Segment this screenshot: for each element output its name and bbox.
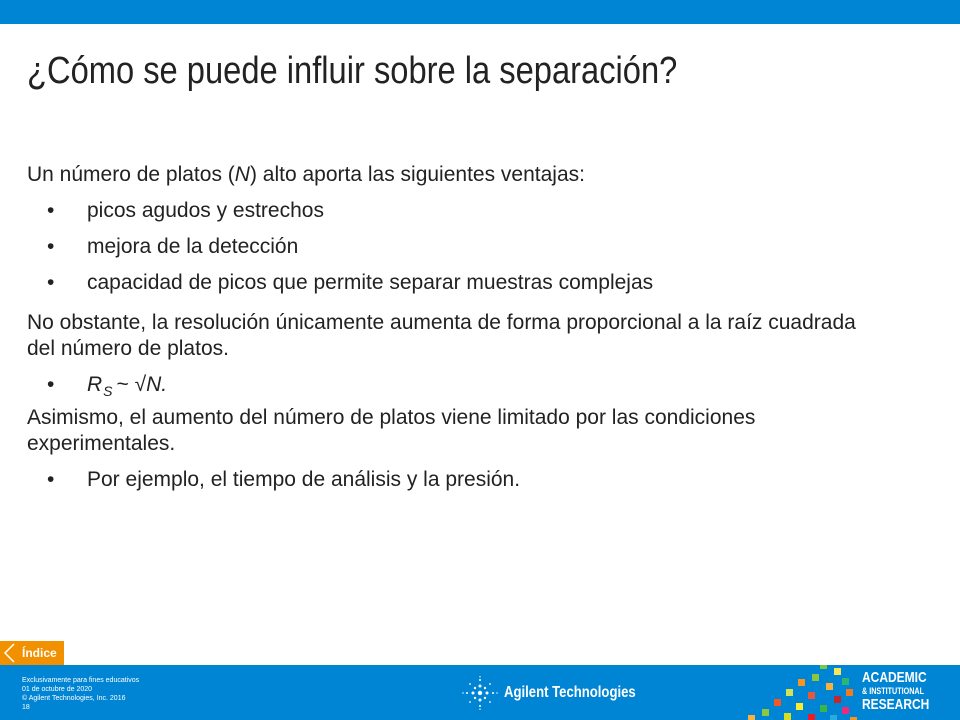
slide-body bbox=[27, 162, 867, 493]
formula-n: N. bbox=[146, 373, 168, 396]
deco-square bbox=[826, 683, 833, 690]
list-item bbox=[27, 467, 867, 493]
resolution-paragraph: No obstante, la resolución únicamente aumenta de forma proporcional a la raíz cuadrada del número de platos. bbox=[27, 311, 856, 360]
formula-subscript: S bbox=[103, 383, 113, 399]
top-bar bbox=[0, 0, 960, 24]
deco-square bbox=[748, 715, 755, 720]
agilent-spark-logo-icon bbox=[462, 676, 498, 710]
formula-relation: ~ √ bbox=[116, 373, 147, 396]
air-squares-decoration bbox=[738, 665, 858, 720]
index-button[interactable] bbox=[0, 641, 64, 665]
intro-paragraph bbox=[27, 162, 867, 188]
chevron-left-icon bbox=[3, 643, 17, 663]
list-item bbox=[27, 198, 867, 224]
bullet-glyph: • bbox=[47, 235, 55, 258]
deco-square bbox=[774, 699, 781, 706]
footer-bar bbox=[0, 665, 960, 720]
legal-line: Exclusivamente para fines educativos bbox=[22, 677, 140, 684]
formula-item bbox=[27, 372, 867, 399]
deco-square bbox=[834, 696, 841, 703]
limit-paragraph: Asimismo, el aumento del número de platos viene limitado por las condiciones experimentales. bbox=[27, 406, 756, 455]
bullet-glyph: • bbox=[47, 271, 55, 294]
intro-text-before: Un número de platos ( bbox=[27, 163, 235, 186]
deco-square bbox=[796, 703, 803, 710]
intro-text-after: ) alto aporta las siguientes ventajas: bbox=[249, 163, 585, 186]
deco-square bbox=[798, 679, 805, 686]
list-item bbox=[27, 234, 867, 260]
bullet-glyph: • bbox=[47, 199, 55, 222]
deco-square bbox=[846, 689, 853, 696]
bullet-text: mejora de la detección bbox=[87, 235, 299, 258]
bullet-glyph: • bbox=[47, 468, 55, 491]
deco-square bbox=[842, 707, 849, 714]
deco-square bbox=[786, 689, 793, 696]
index-button-label: Índice bbox=[22, 646, 57, 660]
academic-research-logo bbox=[862, 670, 929, 713]
brand-name: Agilent Technologies bbox=[504, 684, 636, 701]
bullet-text: Por ejemplo, el tiempo de análisis y la presión. bbox=[87, 468, 521, 491]
legal-line: © Agilent Technologies, Inc. 2016 bbox=[22, 695, 126, 702]
deco-square bbox=[830, 715, 837, 720]
deco-square bbox=[820, 665, 827, 669]
deco-square bbox=[842, 678, 849, 685]
list-item bbox=[27, 270, 867, 296]
air-line: RESEARCH bbox=[862, 696, 930, 713]
bullet-glyph: • bbox=[47, 373, 55, 396]
deco-square bbox=[812, 674, 819, 681]
slide-number: 18 bbox=[22, 704, 30, 711]
deco-square bbox=[820, 705, 827, 712]
slide-title: ¿Cómo se puede influir sobre la separación? bbox=[27, 50, 678, 92]
bullet-text: capacidad de picos que permite separar muestras complejas bbox=[87, 271, 654, 294]
deco-square bbox=[784, 713, 791, 720]
legal-notice bbox=[22, 676, 139, 712]
air-line: & INSTITUTIONAL bbox=[862, 686, 924, 696]
bullet-text: picos agudos y estrechos bbox=[87, 199, 324, 222]
deco-square bbox=[762, 709, 769, 716]
deco-square bbox=[808, 692, 815, 699]
intro-variable: N bbox=[234, 163, 250, 186]
deco-square bbox=[808, 714, 815, 720]
legal-line: 01 de octubre de 2020 bbox=[22, 686, 93, 693]
deco-square bbox=[834, 668, 841, 675]
formula-r: R bbox=[87, 373, 103, 396]
air-line: ACADEMIC bbox=[862, 669, 927, 686]
